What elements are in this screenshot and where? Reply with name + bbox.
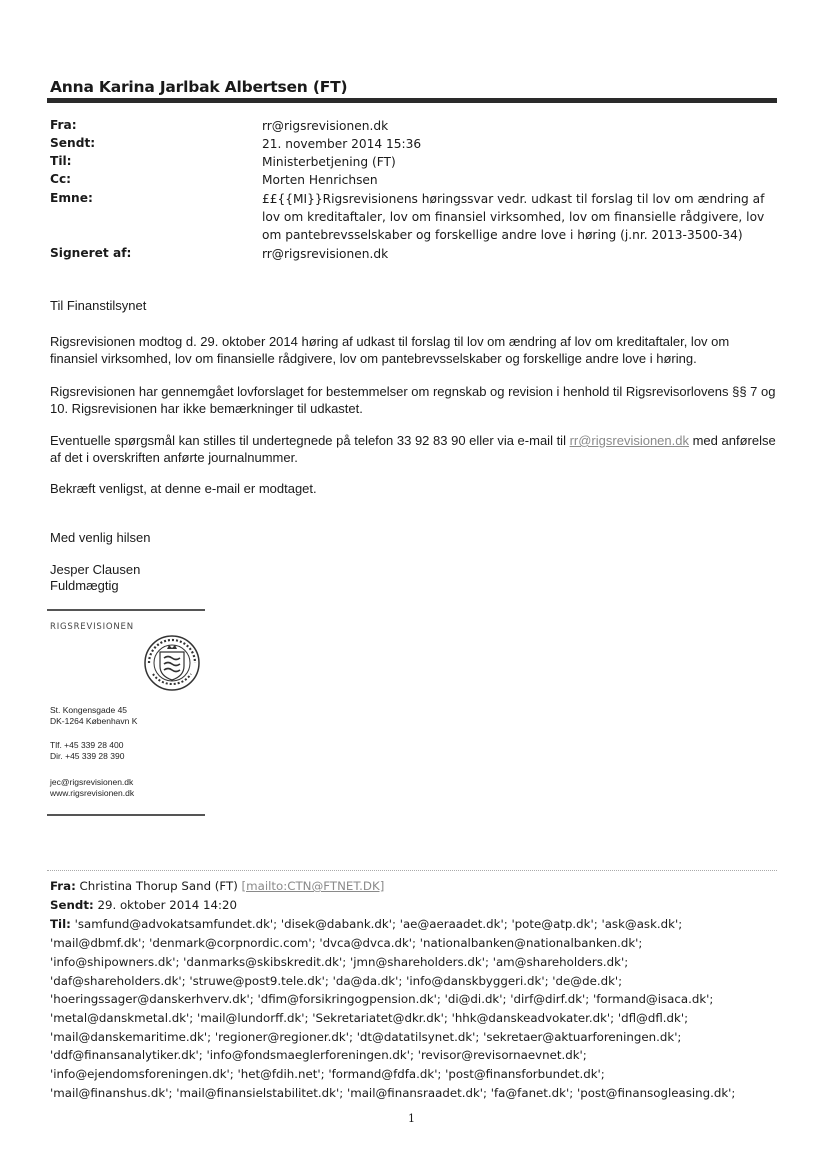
- forwarded-to-recipients: 'samfund@advokatsamfundet.dk'; 'disek@dabank.dk'; 'ae@aeraadet.dk'; 'pote@atp.dk'; 'ask@ask.dk';: [70, 917, 683, 931]
- signature-phone: Tlf. +45 339 28 400: [50, 740, 124, 750]
- page-number: 1: [408, 1112, 415, 1125]
- signature-bottom-rule: [47, 814, 205, 816]
- forwarded-from-line: [50, 877, 790, 896]
- field-value-sent: 21. november 2014 15:36: [262, 137, 422, 151]
- paragraph-3-text-end: med anførelse af det i overskriften anførte journalnummer.: [50, 433, 776, 465]
- field-value-subject: ££{{MI}}Rigsrevisionens høringssvar vedr. udkast til forslag til lov om ændring af lov om kreditaftaler, lov om finansiel virksomhed, lov om finansielle rådgivere, lov om pantebrevsselskaber og forskellige andre love i høring (j.nr. 2013-3500-34): [262, 192, 765, 242]
- field-value-to: Ministerbetjening (FT): [262, 155, 396, 169]
- recipient-line: 'info@ejendomsforeningen.dk'; 'het@fdih.net'; 'formand@fdfa.dk'; 'post@finansforbundet.dk';: [50, 1067, 605, 1081]
- field-label-to: Til:: [50, 154, 72, 168]
- forwarded-sent-value: 29. oktober 2014 14:20: [93, 898, 237, 912]
- body-paragraph-4: Bekræft venligst, at denne e-mail er modtaget.: [50, 481, 317, 496]
- forwarded-from-value: Christina Thorup Sand (FT): [75, 879, 242, 893]
- signature-org-name: RIGSREVISIONEN: [50, 622, 134, 632]
- forwarded-to-label: Til:: [50, 917, 71, 931]
- signature-address-line-1: St. Kongensgade 45: [50, 705, 128, 715]
- body-paragraph-1: Rigsrevisionen modtog d. 29. oktober 2014 høring af udkast til forslag til lov om ændring af lov om kreditaftaler, lov om finansiel virksomhed, lov om finansielle rådgivere, lov om pantebrevsselskaber og forskellige andre love i høring.: [50, 334, 730, 366]
- greeting: Til Finanstilsynet: [50, 298, 147, 313]
- recipient-line: 'daf@shareholders.dk'; 'struwe@post9.tele.dk'; 'da@da.dk'; 'info@danskbyggeri.dk'; 'de@de.dk';: [50, 974, 623, 988]
- field-label-sent: Sendt:: [50, 136, 96, 150]
- header-rule: [47, 98, 777, 103]
- forwarded-sent-line: [50, 896, 790, 915]
- field-value-signed-by: rr@rigsrevisionen.dk: [262, 247, 389, 261]
- sender-name-heading: Anna Karina Jarlbak Albertsen (FT): [50, 78, 348, 96]
- forwarded-to-line: [50, 915, 790, 934]
- rigsrevisionen-seal-logo: [143, 634, 201, 692]
- forwarded-mailto-link[interactable]: [mailto:CTN@FTNET.DK]: [241, 879, 385, 893]
- forwarded-from-label: Fra:: [50, 879, 76, 893]
- forwarded-sent-label: Sendt:: [50, 898, 94, 912]
- paragraph-3-text-start: Eventuelle spørgsmål kan stilles til undertegnede på telefon 33 92 83 90 eller via e-mail til: [50, 433, 570, 448]
- recipient-line: 'mail@dbmf.dk'; 'denmark@corpnordic.com'; 'dvca@dvca.dk'; 'nationalbanken@nationalbanken.dk';: [50, 936, 643, 950]
- signature-address-line-2: DK-1264 København K: [50, 716, 138, 726]
- forward-separator: [47, 870, 777, 871]
- signer-name: Jesper Clausen: [50, 562, 141, 577]
- field-label-from: Fra:: [50, 118, 77, 132]
- signature-website: www.rigsrevisionen.dk: [50, 788, 135, 798]
- recipient-line: 'info@shipowners.dk'; 'danmarks@skibskredit.dk'; 'jmn@shareholders.dk'; 'am@shareholders.dk';: [50, 955, 629, 969]
- field-label-cc: Cc:: [50, 172, 72, 186]
- signature-top-rule: [47, 609, 205, 611]
- field-value-cc: Morten Henrichsen: [262, 173, 378, 187]
- recipient-line: 'hoeringssager@danskerhverv.dk'; 'dfim@forsikringogpension.dk'; 'di@di.dk'; 'dirf@dirf.dk'; 'formand@isaca.dk';: [50, 992, 714, 1006]
- recipient-line: 'ddf@finansanalytiker.dk'; 'info@fondsmaeglerforeningen.dk'; 'revisor@revisornaevnet.dk';: [50, 1048, 587, 1062]
- field-label-signed-by: Signeret af:: [50, 246, 132, 260]
- recipient-line: 'mail@finanshus.dk'; 'mail@finansielstabilitet.dk'; 'mail@finansraadet.dk'; 'fa@fanet.dk'; 'post@finansogleasing.dk';: [50, 1086, 736, 1100]
- signer-title: Fuldmægtig: [50, 578, 119, 593]
- field-label-subject: Emne:: [50, 191, 93, 205]
- body-paragraph-2: Rigsrevisionen har gennemgået lovforslaget for bestemmelser om regnskab og revision i henhold til Rigsrevisorlovens §§ 7 og 10. Rigsrevisionen har ikke bemærkninger til udkastet.: [50, 384, 776, 416]
- body-paragraph-3: [50, 433, 780, 466]
- field-value-from: rr@rigsrevisionen.dk: [262, 119, 389, 133]
- signature-direct-phone: Dir. +45 339 28 390: [50, 751, 125, 761]
- email-link[interactable]: rr@rigsrevisionen.dk: [569, 433, 689, 448]
- recipient-line: 'metal@danskmetal.dk'; 'mail@lundorff.dk'; 'Sekretariatet@dkr.dk'; 'hhk@danskeadvokater.dk'; 'dfl@dfl.dk';: [50, 1011, 689, 1025]
- recipient-line: 'mail@danskemaritime.dk'; 'regioner@regioner.dk'; 'dt@datatilsynet.dk'; 'sekretaer@aktuarforeningen.dk';: [50, 1030, 682, 1044]
- signature-email: jec@rigsrevisionen.dk: [50, 777, 134, 787]
- closing: Med venlig hilsen: [50, 530, 151, 545]
